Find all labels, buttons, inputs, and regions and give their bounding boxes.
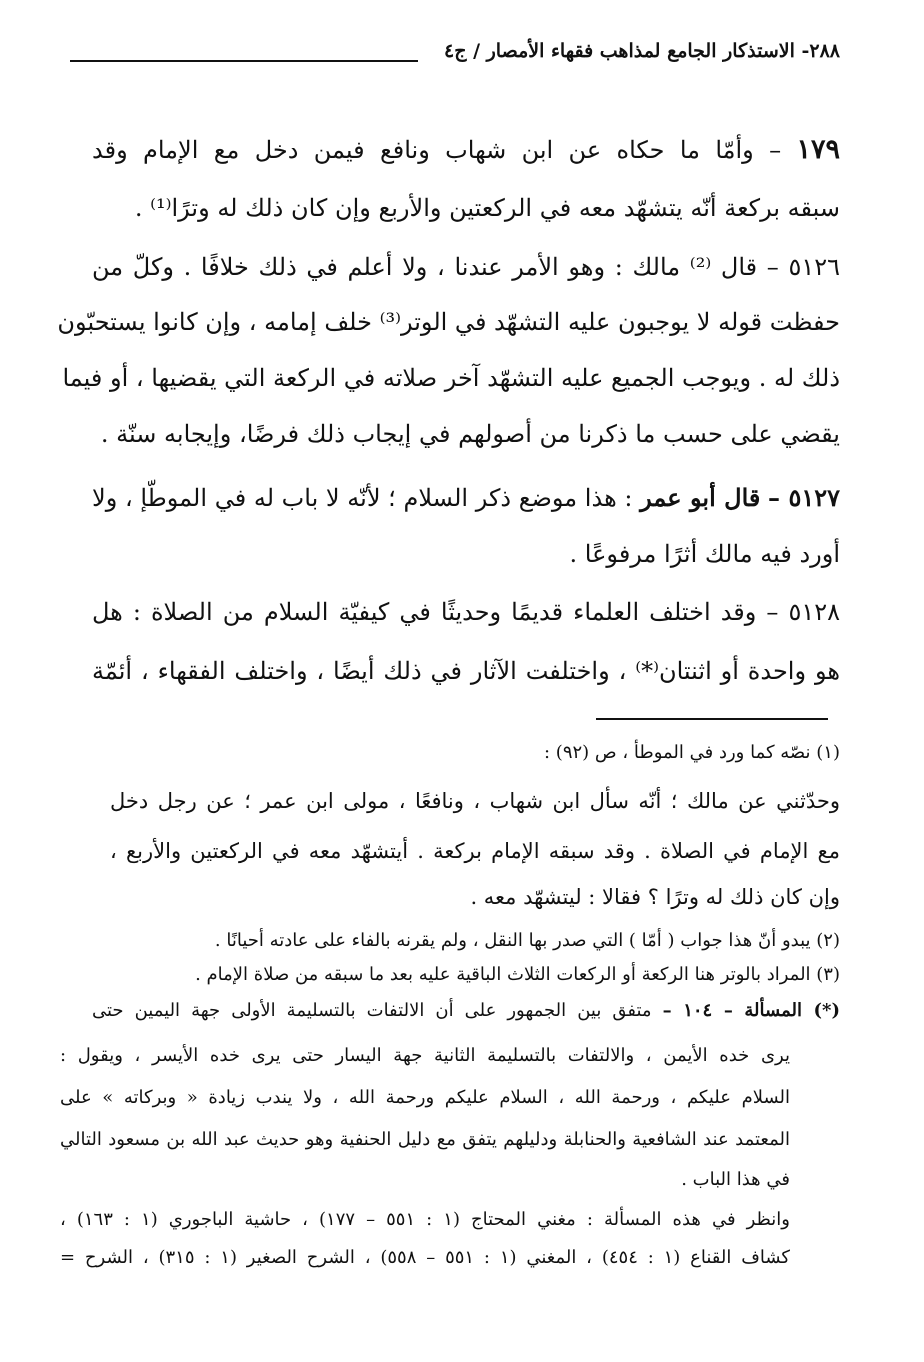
paragraph-text: – وأمّا ما حكاه عن ابن شهاب ونافع فيمن دخل مع الإمام وقد xyxy=(92,136,782,164)
footnote-separator xyxy=(596,718,828,720)
footnote-1-quote-line-1: وحدّثني عن مالك ؛ أنّه سأل ابن شهاب ، ونافعًا ، مولى ابن عمر ؛ عن رجل دخل xyxy=(110,789,840,813)
paragraph-179-line-1 xyxy=(92,128,840,172)
paragraph-number: ١٧٩ xyxy=(796,134,840,165)
header-rule xyxy=(70,60,418,62)
running-header: ٢٨٨- الاستذكار الجامع لمذاهب فقهاء الأمصار / ج٤ xyxy=(443,40,840,62)
paragraph-179-line-2: سبقه بركعة أنّه يتشهّد معه في الركعتين والأربع وإن كان ذلك له وترًا⁽¹⁾ . xyxy=(134,194,840,222)
footnote-1-quote-line-3: وإن كان ذلك له وترًا ؟ فقالا : ليتشهّد معه . xyxy=(470,885,840,909)
paragraph-5126-line-3: ذلك له . ويوجب الجميع عليه التشهّد آخر صلاته في الركعة التي يقضيها ، أو فيما xyxy=(62,364,840,392)
footnote-star-line-7: كشاف القناع (١ : ٤٥٤) ، المغني (١ : ٥٥١ – ٥٥٨) ، الشرح الصغير (١ : ٣١٥) ، الشرح = xyxy=(60,1247,790,1268)
speaker-label: قال أبو عمر xyxy=(640,483,761,512)
issue-label: (*) المسألة – ١٠٤ – xyxy=(662,1000,840,1021)
footnote-text: متفق بين الجمهور على أن الالتفات بالتسليمة الأولى جهة اليمين حتى xyxy=(92,1000,652,1021)
paragraph-5128-line-2: هو واحدة أو اثنتان⁽*⁾ ، واختلفت الآثار في ذلك أيضًا ، واختلف الفقهاء ، أئمّة xyxy=(92,657,840,685)
paragraph-5127-line-2: أورد فيه مالك أثرًا مرفوعًا . xyxy=(569,540,840,568)
footnote-star-line-2: يرى خده الأيمن ، والالتفات بالتسليمة الثانية جهة اليسار حتى يرى خده الأيسر ، ويقول : xyxy=(60,1045,790,1066)
footnote-3: (٣) المراد بالوتر هنا الركعة أو الركعات الثلاث الباقية عليه بعد ما سبقه من صلاة الإمام . xyxy=(195,964,840,985)
footnote-star-line-4: المعتمد عند الشافعية والحنابلة ودليلهم يتفق مع دليل الحنفية وهو حديث عبد الله بن مسعود التالي xyxy=(60,1129,791,1150)
paragraph-5127-line-1 xyxy=(92,478,840,518)
footnote-star-line-1 xyxy=(92,996,840,1026)
footnote-star-line-6: وانظر في هذه المسألة : مغني المحتاج (١ : ٥٥١ – ١٧٧) ، حاشية الباجوري (١ : ١٦٣) ، xyxy=(60,1209,790,1230)
footnote-star-line-3: السلام عليكم ، ورحمة الله ، السلام عليكم ورحمة الله ، ولا يندب زيادة « وبركاته » على xyxy=(60,1087,790,1108)
paragraph-5126-line-4: يقضي على حسب ما ذكرنا من أصولهم في إيجاب ذلك فرضًا، وإيجابه سنّة . xyxy=(100,420,840,448)
footnote-2: (٢) يبدو أنّ هذا جواب ( أمّا ) التي صدر بها النقل ، ولم يقرنه بالفاء على عادته أحيانًا . xyxy=(214,930,840,951)
footnote-star-line-5: في هذا الباب . xyxy=(681,1169,790,1190)
footnote-1-quote-line-2: مع الإمام في الصلاة . وقد سبقه الإمام بركعة . أيتشهّد معه في الركعتين والأربع ، xyxy=(110,839,840,863)
paragraph-5128-line-1: ٥١٢٨ – وقد اختلف العلماء قديمًا وحديثًا في كيفيّة السلام من الصلاة : هل xyxy=(92,598,840,626)
footnote-1-intro: (١) نصّه كما ورد في الموطأ ، ص (٩٢) : xyxy=(544,742,840,763)
paragraph-number: ٥١٢٧ – xyxy=(768,483,841,512)
paragraph-text: : هذا موضع ذكر السلام ؛ لأنّه لا باب له في الموطّإ ، ولا xyxy=(92,484,633,512)
paragraph-5126-line-2: حفظت قوله لا يوجبون عليه التشهّد في الوتر⁽³⁾ خلف إمامه ، وإن كانوا يستحبّون xyxy=(57,308,840,336)
paragraph-5126-line-1: ٥١٢٦ – قال ⁽²⁾ مالك : وهو الأمر عندنا ، ولا أعلم في ذلك خلافًا . وكلّ من xyxy=(92,253,840,281)
